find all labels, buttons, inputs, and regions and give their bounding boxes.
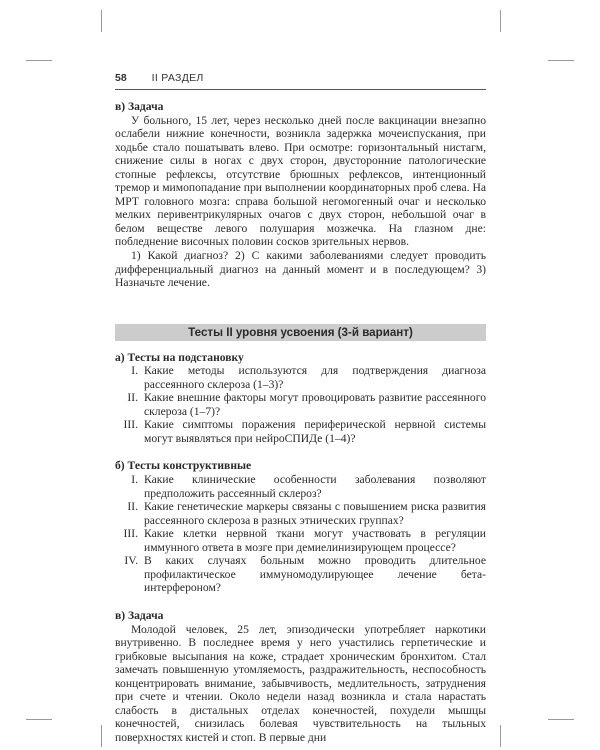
crop-mark <box>500 10 501 32</box>
page-content <box>115 100 486 744</box>
section-a-heading: а) Тесты на подстановку <box>115 350 244 364</box>
list-item: III. Какие клетки нервной ткани могут участвовать в регуляции иммунного ответа в мозге при демиелинизирующем процессе? <box>123 527 486 554</box>
list-item: II. Какие внешние факторы могут провоцировать развитие рассеянного склероза (1–7)? <box>127 391 486 418</box>
tests-band-title: Тесты II уровня усвоения (3-й вариант) <box>115 324 486 341</box>
task-heading: в) Задача <box>115 100 164 113</box>
section-a-list <box>115 364 486 445</box>
task-heading-2: в) Задача <box>115 608 164 622</box>
task-questions: 1) Какой диагноз? 2) С какими заболеваниями следует проводить дифференциальный диагноз на данный момент и в последующем? 3) Назначьте лечение. <box>115 249 486 290</box>
page-number: 58 <box>115 72 127 84</box>
list-item: II. Какие генетические маркеры связаны с повышением риска развития рассеянного склероза в разных этнических группах? <box>127 500 486 527</box>
list-item: III. Какие симптомы поражения периферической нервной системы могут выявляться при нейроСПИДе (1–4)? <box>123 418 486 445</box>
running-header <box>115 72 486 84</box>
section-b-heading: б) Тесты конструктивные <box>115 459 252 473</box>
crop-mark <box>101 725 102 747</box>
section-title: II РАЗДЕЛ <box>151 72 204 84</box>
crop-mark <box>26 719 52 720</box>
crop-mark <box>101 10 102 32</box>
crop-mark <box>548 719 574 720</box>
section-b-list <box>115 473 486 595</box>
crop-mark <box>26 60 52 61</box>
header-rule <box>115 89 486 90</box>
task-case-text: У больного, 15 лет, через несколько дней после вакцинации внезапно ослабели нижние конечности, возникла задержка мочеиспускания, при ходьбе стало пошатывать влево. При осмотре: горизонтальный нистагм, снижение силы в ногах с двух сторон, двусторонние патологические стопные рефлексы, отсутствие брюшных рефлексов, интенционный тремор и мимопопадание при выполнении координаторных проб слева. На МРТ головного мозга: справа большой негомогенный очаг и несколько мелких перивентрикулярных очагов с двух сторон, небольшой очаг в белом веществе левого полушария мозжечка. На глазном дне: побледнение височных половин сосков зрительных нервов. <box>115 113 486 249</box>
list-item: I. Какие клинические особенности заболевания позволяют предположить рассеянный склероз? <box>131 473 486 500</box>
crop-mark <box>548 60 574 61</box>
crop-mark <box>500 725 501 747</box>
task-case-text-2: Молодой человек, 25 лет, эпизодически употребляет наркотики внутривенно. В последнее время у него участились герпетические и грибковые высыпания на коже, страдает хроническим бронхитом. Стал замечать повышенную утомляемость, раздражительность, неспособность концентрировать внимание, забывчивость, медлительность, затруднения при счете и чтении. Около недели назад возникла и стала нарастать слабость в дистальных отделах конечностей, похудели мышцы конечностей, снизилась болевая чувствительность на тыльных поверхностях кистей и стоп. В первые дни <box>115 622 486 744</box>
list-item: I. Какие методы используются для подтверждения диагноза рассеянного склероза (1–3)? <box>131 364 486 391</box>
list-item: IV. В каких случаях больным можно проводить длительное профилактическое иммуномодулирующее лечение бета-интерфероном? <box>124 554 486 595</box>
